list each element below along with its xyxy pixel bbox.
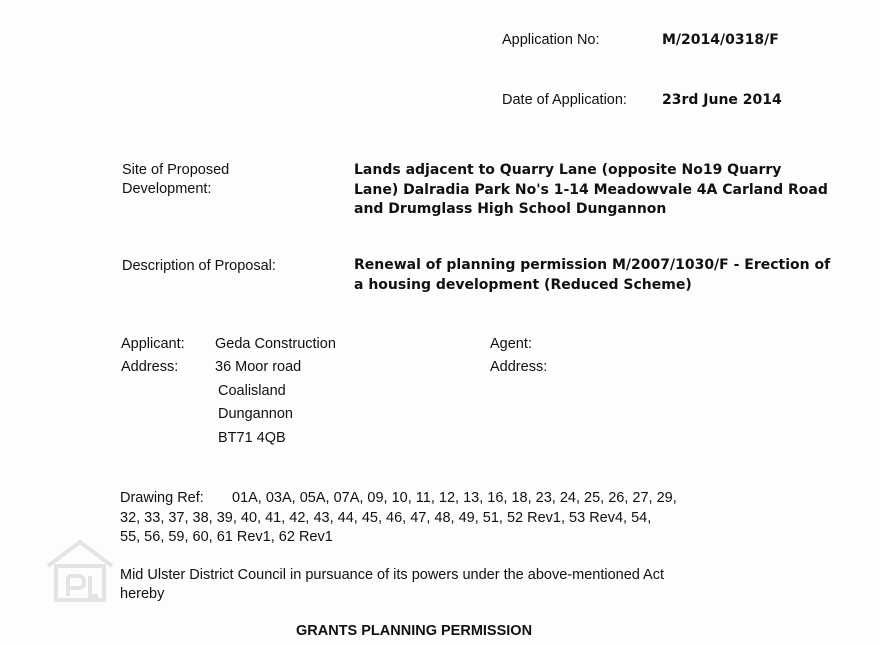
address-line: 36 Moor road [215,359,302,375]
applicant-address [215,356,301,450]
applicant-address-label: Address: [121,359,179,375]
description-label: Description of Proposal: [122,258,276,274]
date-of-application-label: Date of Application: [502,92,627,108]
agent-label: Agent: [490,336,532,352]
grant-heading: GRANTS PLANNING PERMISSION [296,623,533,639]
description-value [354,256,830,295]
application-no-label: Application No: [502,32,600,48]
council-statement [120,566,664,604]
agent-address-label: Address: [490,359,548,375]
description-value-line: Renewal of planning permission M/2007/1030/F - Erection of [354,257,831,273]
date-of-application-value: 23rd June 2014 [662,92,782,108]
site-value [354,161,828,220]
site-value-line: Lands adjacent to Quarry Lane (opposite No19 Quarry [354,162,782,178]
site-label-line: Site of Proposed [122,162,230,178]
site-value-line: Lane) Dalradia Park No's 1-14 Meadowvale 4A Carland Road [354,181,828,198]
council-statement-line: hereby [120,586,165,602]
site-label-line: Development: [122,181,212,197]
drawing-ref-line: 55, 56, 59, 60, 61 Rev1, 62 Rev1 [120,529,333,545]
address-line: BT71 4QB [218,429,286,446]
address-line: Dungannon [218,406,293,422]
address-line: Coalisland [218,382,286,399]
drawing-ref-line: 32, 33, 37, 38, 39, 40, 41, 42, 43, 44, 45, 46, 47, 48, 49, 51, 52 Rev1, 53 Rev4, 54, [120,510,652,526]
applicant-label: Applicant: [121,336,185,352]
drawing-ref-label: Drawing Ref: [120,490,204,506]
drawing-ref-line: 01A, 03A, 05A, 07A, 09, 10, 11, 12, 13, 16, 18, 23, 24, 25, 26, 27, 29, [232,490,677,506]
description-value-line: a housing development (Reduced Scheme) [354,276,692,293]
watermark-logo-icon [44,536,116,604]
council-statement-line: Mid Ulster District Council in pursuance of its powers under the above-mentioned Act [120,567,665,583]
applicant-name: Geda Construction [215,336,336,352]
site-label [122,161,229,199]
site-value-line: and Drumglass High School Dungannon [354,201,667,217]
application-no-value: M/2014/0318/F [662,32,779,48]
